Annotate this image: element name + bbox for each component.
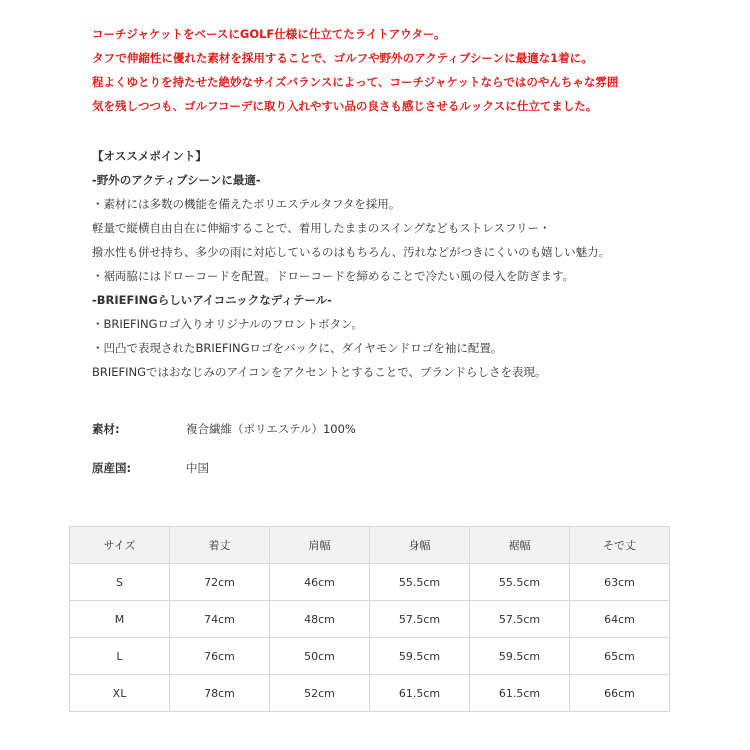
header-cell-hem: 裾幅	[470, 527, 570, 564]
section1-line-2: 軽量で縦横自由自在に伸縮することで、着用したままのスイングなどもストレスフリー・	[92, 221, 551, 235]
header-cell-shoulder: 肩幅	[270, 527, 370, 564]
table-cell: 76cm	[170, 638, 270, 675]
table-row	[70, 601, 670, 638]
table-cell: 78cm	[170, 675, 270, 712]
table-cell: 65cm	[570, 638, 670, 675]
header-cell-size: サイズ	[70, 527, 170, 564]
table-cell: 63cm	[570, 564, 670, 601]
points-heading: 【オススメポイント】	[92, 149, 207, 163]
table-row	[70, 638, 670, 675]
table-cell: 52cm	[270, 675, 370, 712]
section2-title: -BRIEFINGらしいアイコニックなディテール-	[92, 293, 332, 307]
section2-line-3: BRIEFINGではおなじみのアイコンをアクセントとすることで、ブランドらしさを表現。	[92, 365, 547, 379]
table-cell: 50cm	[270, 638, 370, 675]
material-label: 素材:	[92, 422, 120, 436]
table-row	[70, 564, 670, 601]
table-cell: 74cm	[170, 601, 270, 638]
table-cell: 46cm	[270, 564, 370, 601]
table-cell: 59.5cm	[470, 638, 570, 675]
table-cell: L	[70, 638, 170, 675]
table-cell: 48cm	[270, 601, 370, 638]
intro-line-3: 程よくゆとりを持たせた絶妙なサイズバランスによって、コーチジャケットならではのやんちゃな雰囲	[92, 75, 619, 89]
table-cell: 57.5cm	[370, 601, 470, 638]
table-cell: 55.5cm	[370, 564, 470, 601]
table-row	[70, 675, 670, 712]
table-cell: 61.5cm	[470, 675, 570, 712]
section1-line-4: ・裾両脇にはドローコードを配置。ドローコードを締めることで冷たい風の侵入を防ぎます。	[92, 269, 575, 283]
intro-line-1: コーチジャケットをベースにGOLF仕様に仕立てたライトアウター。	[92, 27, 446, 41]
section1-title: -野外のアクティブシーンに最適-	[92, 173, 261, 187]
header-cell-chest: 身幅	[370, 527, 470, 564]
size-table	[69, 526, 670, 712]
table-cell: 64cm	[570, 601, 670, 638]
intro-line-4: 気を残しつつも、ゴルフコーデに取り入れやすい品の良さも感じさせるルックスに仕立てました。	[92, 99, 598, 113]
material-value: 複合繊維（ポリエステル）100%	[186, 422, 356, 436]
table-cell: 57.5cm	[470, 601, 570, 638]
section1-line-3: 撥水性も併せ持ち、多少の雨に対応しているのはもちろん、汚れなどがつきにくいのも嬉しい魅力。	[92, 245, 611, 259]
intro-line-2: タフで伸縮性に優れた素材を採用することで、ゴルフや野外のアクティブシーンに最適な1着に。	[92, 51, 593, 65]
header-cell-sleeve: そで丈	[570, 527, 670, 564]
section2-line-2: ・凹凸で表現されたBRIEFINGロゴをバックに、ダイヤモンドロゴを袖に配置。	[92, 341, 503, 355]
table-cell: 66cm	[570, 675, 670, 712]
origin-label: 原産国:	[92, 461, 132, 475]
header-cell-length: 着丈	[170, 527, 270, 564]
table-cell: M	[70, 601, 170, 638]
table-cell: 72cm	[170, 564, 270, 601]
table-cell: 61.5cm	[370, 675, 470, 712]
table-cell: 55.5cm	[470, 564, 570, 601]
table-cell: XL	[70, 675, 170, 712]
origin-value: 中国	[186, 461, 209, 475]
section1-line-1: ・素材には多数の機能を備えたポリエステルタフタを採用。	[92, 197, 401, 211]
table-cell: S	[70, 564, 170, 601]
table-cell: 59.5cm	[370, 638, 470, 675]
section2-line-1: ・BRIEFINGロゴ入りオリジナルのフロントボタン。	[92, 317, 364, 331]
table-header-row	[70, 527, 670, 564]
